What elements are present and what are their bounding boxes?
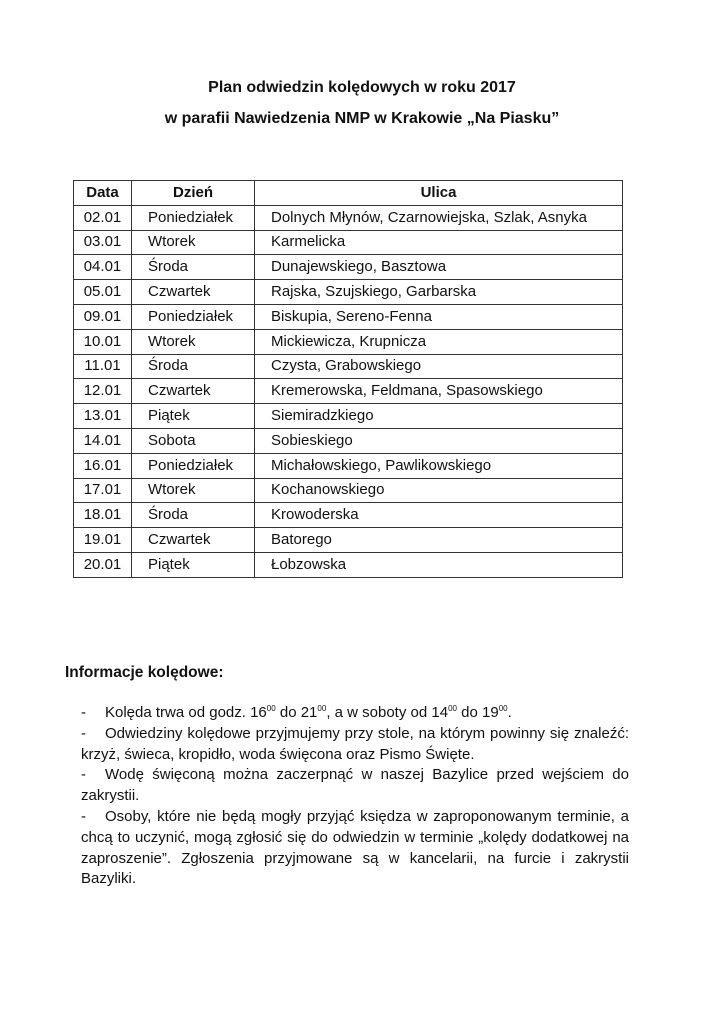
- cell-streets: Sobieskiego: [255, 428, 623, 453]
- cell-day: Czwartek: [132, 528, 255, 553]
- cell-streets: Łobzowska: [255, 552, 623, 577]
- table-row: [74, 205, 623, 230]
- cell-day: Czwartek: [132, 280, 255, 305]
- bullet-dash: -: [81, 807, 86, 825]
- cell-day: Poniedziałek: [132, 304, 255, 329]
- cell-day: Wtorek: [132, 329, 255, 354]
- info-heading: Informacje kolędowe:: [65, 664, 224, 681]
- cell-streets: Krowoderska: [255, 503, 623, 528]
- page-title-line-2: w parafii Nawiedzenia NMP w Krakowie „Na Piasku”: [164, 110, 560, 127]
- bullet-dash: -: [81, 766, 86, 784]
- cell-day: Środa: [132, 503, 255, 528]
- cell-day: Sobota: [132, 428, 255, 453]
- cell-streets: Karmelicka: [255, 230, 623, 255]
- cell-day: Wtorek: [132, 230, 255, 255]
- cell-date: 13.01: [74, 404, 132, 429]
- table-row: [74, 230, 623, 255]
- cell-date: 11.01: [74, 354, 132, 379]
- table-row: [74, 478, 623, 503]
- superscript-minutes: 00: [448, 704, 457, 713]
- cell-streets: Mickiewicza, Krupnicza: [255, 329, 623, 354]
- cell-date: 12.01: [74, 379, 132, 404]
- cell-streets: Rajska, Szujskiego, Garbarska: [255, 280, 623, 305]
- cell-streets: Dolnych Młynów, Czarnowiejska, Szlak, Asnyka: [255, 205, 623, 230]
- cell-date: 19.01: [74, 528, 132, 553]
- column-header-day: Dzień: [132, 181, 255, 206]
- cell-streets: Kochanowskiego: [255, 478, 623, 503]
- cell-date: 18.01: [74, 503, 132, 528]
- table-row: [74, 354, 623, 379]
- cell-streets: Kremerowska, Feldmana, Spasowskiego: [255, 379, 623, 404]
- info-list: [81, 703, 629, 890]
- bullet-dash: -: [81, 704, 86, 721]
- cell-streets: Michałowskiego, Pawlikowskiego: [255, 453, 623, 478]
- superscript-minutes: 00: [266, 704, 276, 713]
- cell-streets: Biskupia, Sereno-Fenna: [255, 304, 623, 329]
- column-header-street: Ulica: [255, 181, 623, 206]
- cell-streets: Dunajewskiego, Basztowa: [255, 255, 623, 280]
- table-row: [74, 404, 623, 429]
- table-row: [74, 552, 623, 577]
- cell-date: 03.01: [74, 230, 132, 255]
- bullet-dash: -: [81, 724, 86, 742]
- superscript-minutes: 00: [317, 704, 327, 713]
- cell-date: 02.01: [74, 205, 132, 230]
- cell-day: Poniedziałek: [132, 205, 255, 230]
- table-header-row: [74, 181, 623, 206]
- cell-date: 09.01: [74, 304, 132, 329]
- table-row: [74, 280, 623, 305]
- table-row: [74, 304, 623, 329]
- table-row: [74, 379, 623, 404]
- page-title-line-1: Plan odwiedzin kolędowych w roku 2017: [208, 79, 516, 96]
- cell-day: Poniedziałek: [132, 453, 255, 478]
- cell-date: 14.01: [74, 428, 132, 453]
- cell-date: 10.01: [74, 329, 132, 354]
- info-item-holy-water: - Wodę święconą można zaczerpnąć w naszej Bazylice przed wejściem do zakrystii.: [81, 766, 629, 805]
- cell-streets: Czysta, Grabowskiego: [255, 354, 623, 379]
- cell-day: Wtorek: [132, 478, 255, 503]
- cell-day: Piątek: [132, 404, 255, 429]
- table-row: [74, 453, 623, 478]
- cell-date: 05.01: [74, 280, 132, 305]
- cell-date: 04.01: [74, 255, 132, 280]
- table-row: [74, 428, 623, 453]
- superscript-minutes: 00: [498, 704, 508, 713]
- cell-day: Środa: [132, 354, 255, 379]
- cell-day: Piątek: [132, 552, 255, 577]
- info-item-table-setup: - Odwiedziny kolędowe przyjmujemy przy stole, na którym powinny się znaleźć: krzyż, świeca, kropidło, woda święcona oraz Pismo Święte.: [81, 724, 629, 763]
- cell-date: 16.01: [74, 453, 132, 478]
- column-header-date: Data: [74, 181, 132, 206]
- cell-date: 17.01: [74, 478, 132, 503]
- info-item-additional-visit: - Osoby, które nie będą mogły przyjąć księdza w zaproponowanym terminie, a chcą to uczynić, mogą zgłosić się do odwiedzin w terminie „kolędy dodatkowej na zaproszenie”. Zgłoszenia przyjmowane są w kancelarii, na furcie i zakrystii Bazyliki.: [81, 807, 629, 888]
- table-row: [74, 255, 623, 280]
- info-item-hours: - Kolęda trwa od godz. $16^{00}$ do $21^{00}$, a w soboty od $14^{00}$ do $19^{00}$.: [81, 703, 629, 724]
- cell-streets: Batorego: [255, 528, 623, 553]
- cell-day: Czwartek: [132, 379, 255, 404]
- cell-streets: Siemiradzkiego: [255, 404, 623, 429]
- cell-day: Środa: [132, 255, 255, 280]
- table-row: [74, 528, 623, 553]
- table-row: [74, 329, 623, 354]
- table-row: [74, 503, 623, 528]
- visit-schedule-table: [73, 180, 623, 578]
- cell-date: 20.01: [74, 552, 132, 577]
